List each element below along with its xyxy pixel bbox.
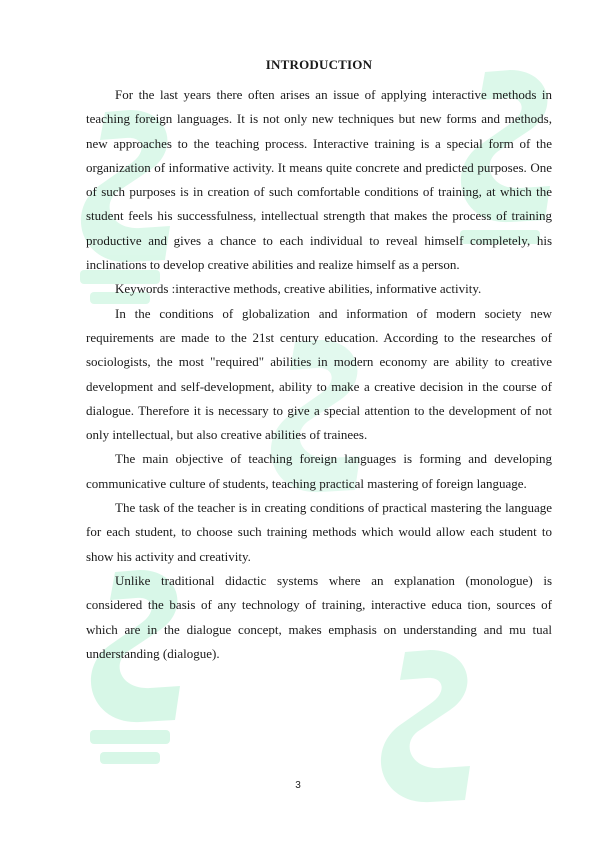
- paragraph-main-objective: The main objective of teaching foreign languages is forming and developing communicative culture of students, teaching practical mastering of foreign language.: [86, 451, 552, 491]
- paragraph-keywords: Keywords :interactive methods, creative abilities, informative activity.: [115, 281, 482, 297]
- watermark-logo-bottom-right: [360, 640, 510, 820]
- document-body: [86, 56, 552, 666]
- paragraph-intro: For the last years there often arises an issue of applying interactive methods in teaching foreign languages. It is not only new techniques but new forms and methods, new approaches to the teaching process. Interactive training is a special form of the organization of informative activity. It means quite concrete and predicted purposes. One of such purposes is in creation of such comfortable conditions of training, at which the student feels his successfulness, intellectual strength that makes the process of training productive and gives a chance to each individual to reveal himself completely, his inclinations to develop creative abilities and realize himself as a person.: [86, 87, 552, 273]
- page-number: 3: [295, 780, 301, 791]
- paragraph-teacher-task: The task of the teacher is in creating conditions of practical mastering the language for each student, to choose such training methods which would allow each student to show his activity and creativity.: [86, 500, 552, 564]
- paragraph-didactic-systems: Unlike traditional didactic systems where an explanation (monologue) is considered the basis of any technology of training, interactive educa tion, sources of which are in the dialogue concept, makes emphasis on understanding and mu tual understanding (dialogue).: [86, 572, 552, 661]
- paragraph-globalization: In the conditions of globalization and information of modern society new requirements are made to the 21st century education. According to the researches of sociologists, the most "required" abilities in modern economy are ability to creative development and self-development, ability to make a creative decision in the course of dialogue. Therefore it is necessary to give a special attention to the development of not only intellectual, but also creative abilities of trainees.: [86, 305, 552, 443]
- document-title: INTRODUCTION: [265, 57, 373, 72]
